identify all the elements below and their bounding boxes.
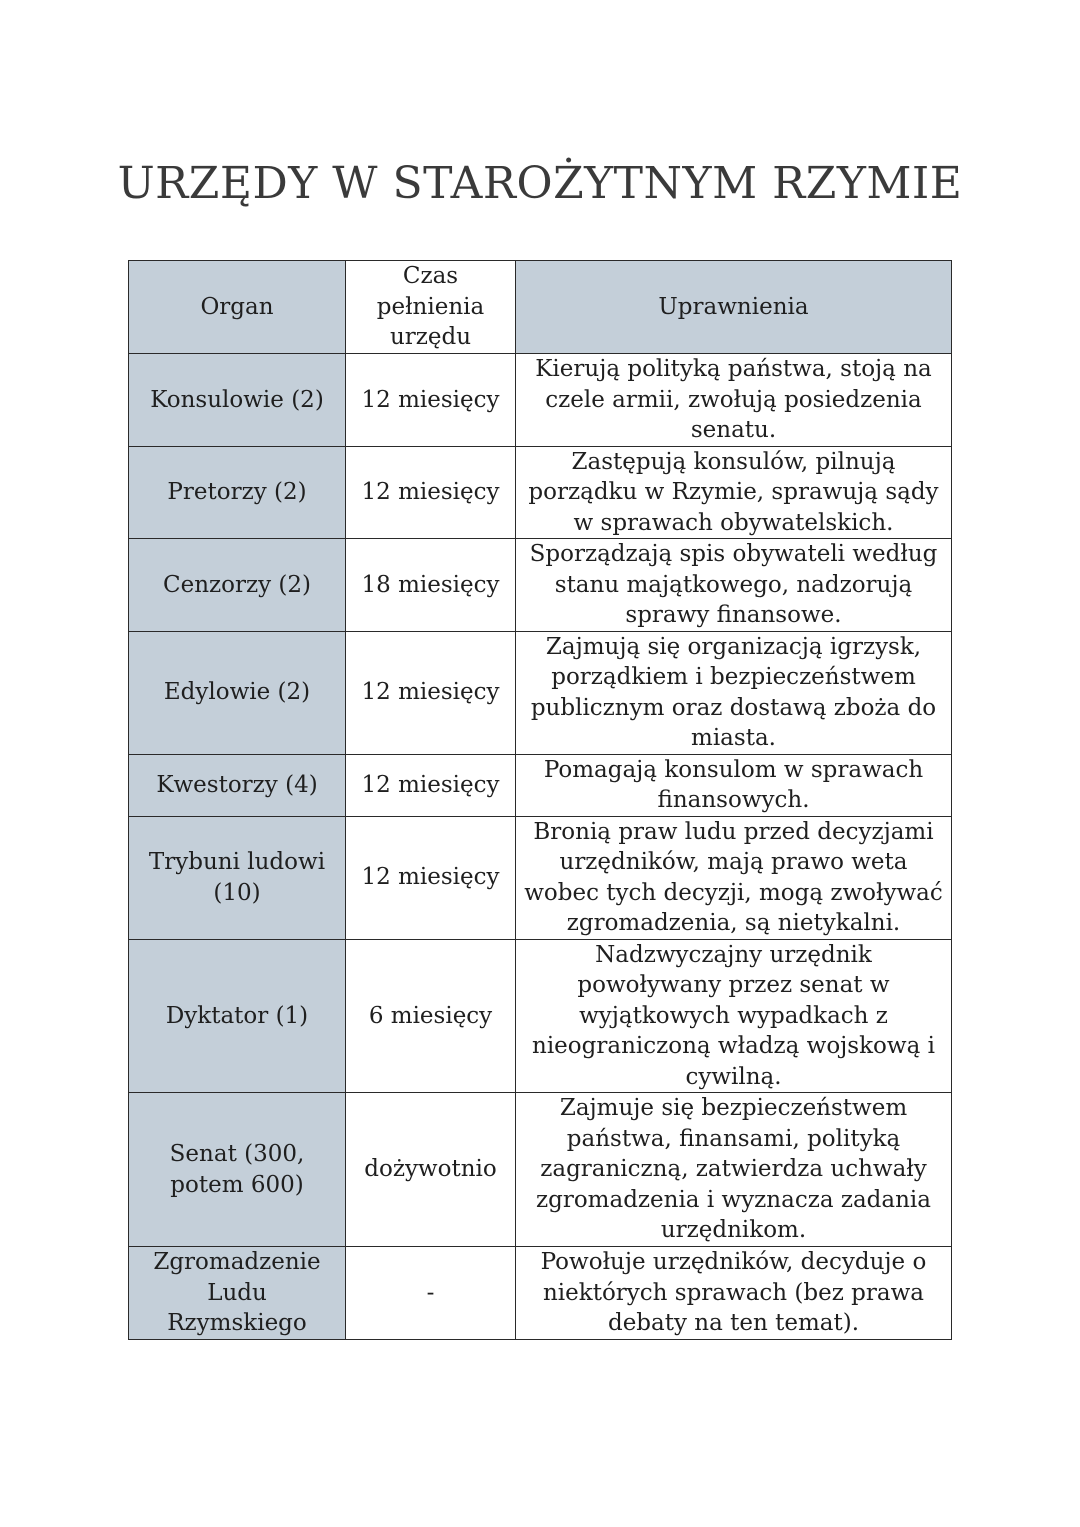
term-cell: 12 miesięcy	[346, 446, 516, 539]
term-cell: 12 miesięcy	[346, 631, 516, 754]
powers-cell: Powołuje urzędników, decyduje o niektórych sprawach (bez prawa debaty na ten temat).	[516, 1247, 952, 1340]
powers-cell: Pomagają konsulom w sprawach finansowych.	[516, 754, 952, 816]
powers-cell: Sporządzają spis obywateli według stanu majątkowego, nadzorują sprawy finansowe.	[516, 539, 952, 632]
term-cell: -	[346, 1247, 516, 1340]
organ-cell: Dyktator (1)	[129, 939, 346, 1093]
powers-cell: Bronią praw ludu przed decyzjami urzędników, mają prawo weta wobec tych decyzji, mogą zwoływać zgromadzenia, są nietykalni.	[516, 816, 952, 939]
organ-cell: Pretorzy (2)	[129, 446, 346, 539]
table-row	[129, 1247, 952, 1340]
organ-cell: Kwestorzy (4)	[129, 754, 346, 816]
term-cell: 6 miesięcy	[346, 939, 516, 1093]
table-row	[129, 631, 952, 754]
page-title: URZĘDY W STAROŻYTNYM RZYMIE	[117, 158, 963, 209]
organ-cell: Senat (300, potem 600)	[129, 1093, 346, 1247]
table-row	[129, 939, 952, 1093]
term-cell: 18 miesięcy	[346, 539, 516, 632]
organ-cell: Konsulowie (2)	[129, 354, 346, 447]
powers-cell: Nadzwyczajny urzędnik powoływany przez senat w wyjątkowych wypadkach z nieograniczoną władzą wojskową i cywilną.	[516, 939, 952, 1093]
powers-cell: Zajmują się organizacją igrzysk, porządkiem i bezpieczeństwem publicznym oraz dostawą zboża do miasta.	[516, 631, 952, 754]
term-cell: dożywotnio	[346, 1093, 516, 1247]
powers-cell: Kierują polityką państwa, stoją na czele armii, zwołują posiedzenia senatu.	[516, 354, 952, 447]
organ-cell: Zgromadzenie Ludu Rzymskiego	[129, 1247, 346, 1340]
header-organ: Organ	[129, 261, 346, 354]
header-powers: Uprawnienia	[516, 261, 952, 354]
powers-cell: Zastępują konsulów, pilnują porządku w Rzymie, sprawują sądy w sprawach obywatelskich.	[516, 446, 952, 539]
offices-table	[128, 260, 952, 1340]
term-cell: 12 miesięcy	[346, 754, 516, 816]
table-row	[129, 354, 952, 447]
table-row	[129, 754, 952, 816]
term-cell: 12 miesięcy	[346, 816, 516, 939]
organ-cell: Trybuni ludowi (10)	[129, 816, 346, 939]
header-term: Czas pełnienia urzędu	[346, 261, 516, 354]
table-row	[129, 539, 952, 632]
powers-cell: Zajmuje się bezpieczeństwem państwa, finansami, polityką zagraniczną, zatwierdza uchwały zgromadzenia i wyznacza zadania urzędnikom.	[516, 1093, 952, 1247]
organ-cell: Cenzorzy (2)	[129, 539, 346, 632]
table-row	[129, 446, 952, 539]
table-row	[129, 1093, 952, 1247]
term-cell: 12 miesięcy	[346, 354, 516, 447]
organ-cell: Edylowie (2)	[129, 631, 346, 754]
table-row	[129, 816, 952, 939]
table-header-row	[129, 261, 952, 354]
